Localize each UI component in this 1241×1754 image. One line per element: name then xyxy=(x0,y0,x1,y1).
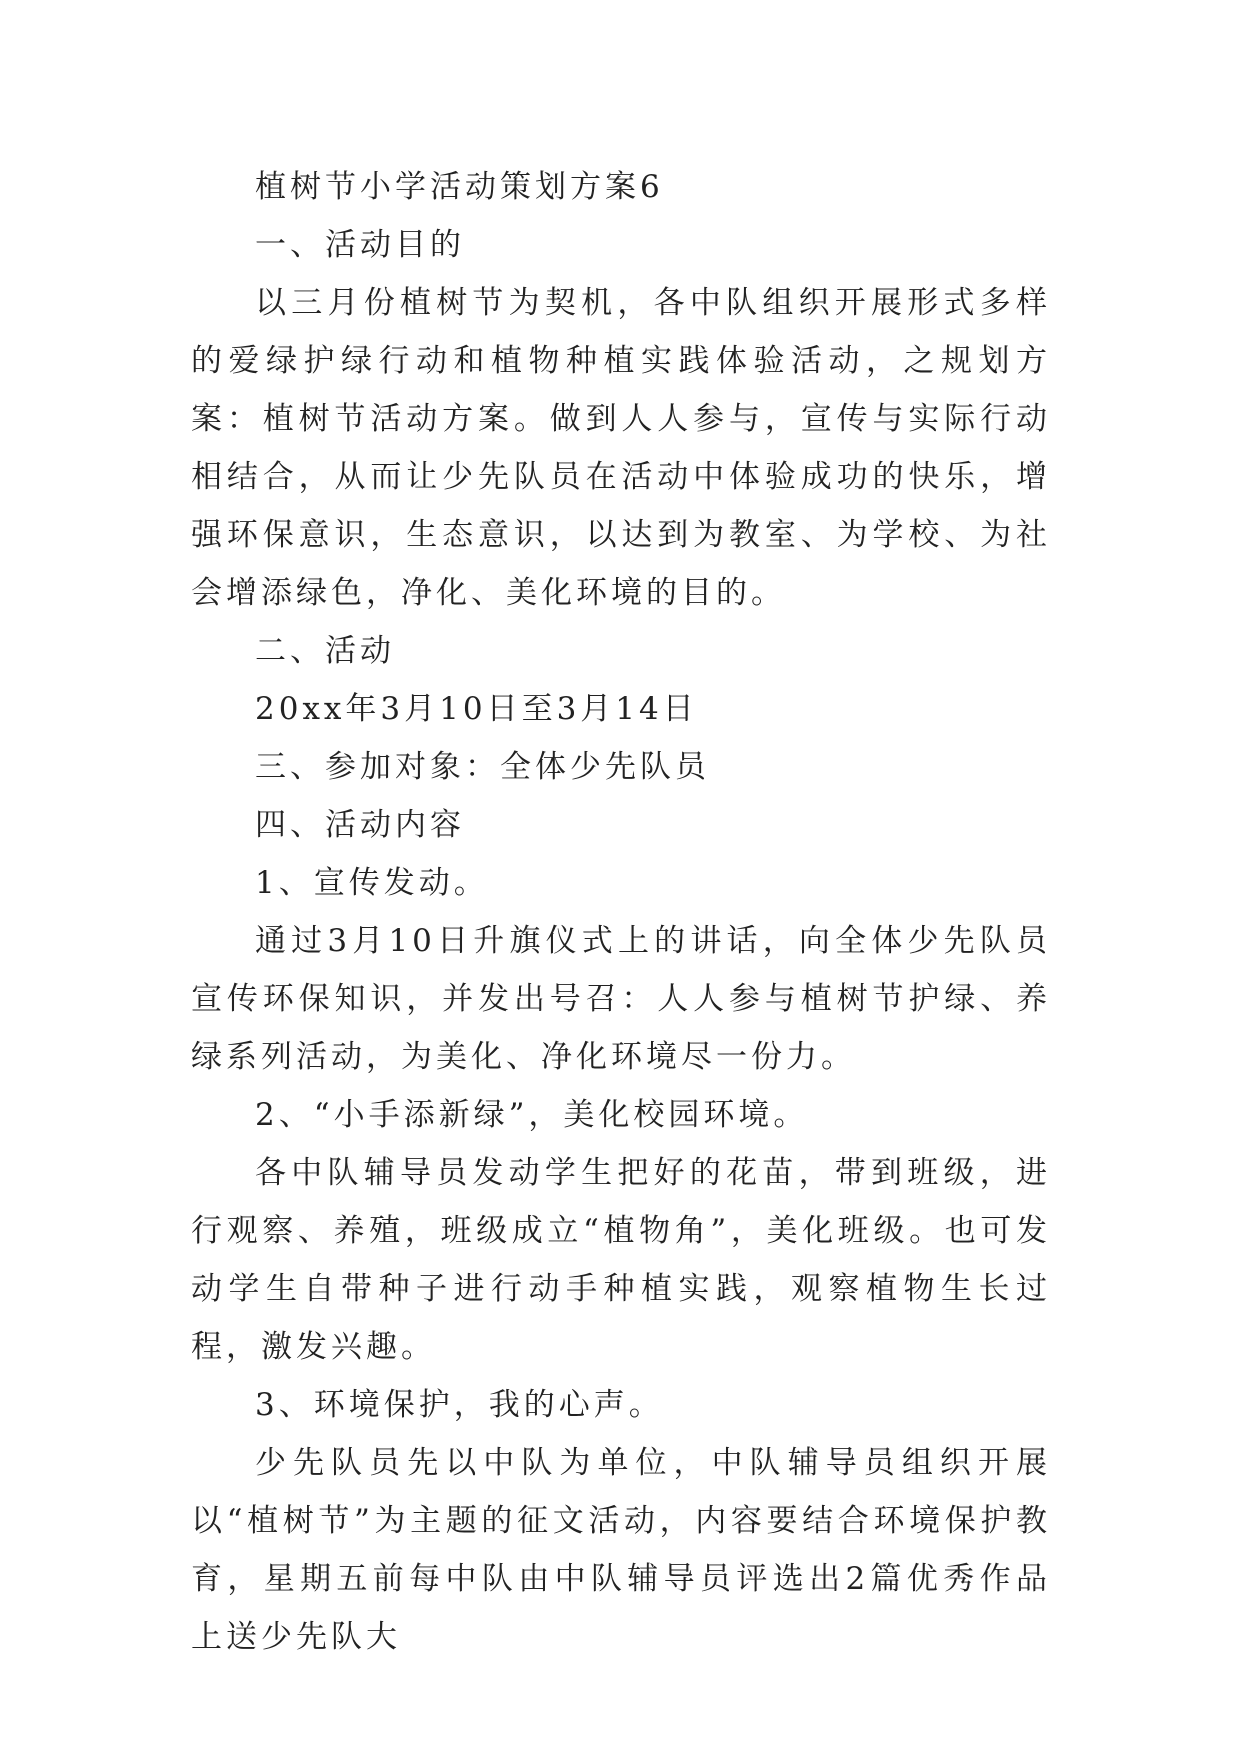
paragraph-environment: 少先队员先以中队为单位，中队辅导员组织开展以“植树节”为主题的征文活动，内容要结合环境保护教育，星期五前每中队由中队辅导员评选出2篇优秀作品上送少先队大 xyxy=(191,1445,1051,1655)
item-heading-publicity: 1、宣传发动。 xyxy=(255,865,489,901)
section-heading-activity: 二、活动 xyxy=(255,633,395,669)
paragraph-publicity: 通过3月10日升旗仪式上的讲话，向全体少先队员宣传环保知识，并发出号召：人人参与植树节护绿、养绿系列活动，为美化、净化环境尽一份力。 xyxy=(191,923,1051,1075)
section-heading-content: 四、活动内容 xyxy=(255,807,465,843)
activity-date: 20xx年3月10日至3月14日 xyxy=(255,691,698,727)
section-heading-participants: 三、参加对象：全体少先队员 xyxy=(255,749,710,785)
paragraph-purpose: 以三月份植树节为契机，各中队组织开展形式多样的爱绿护绿行动和植物种植实践体验活动，之规划方案：植树节活动方案。做到人人参与，宣传与实际行动相结合，从而让少先队员在活动中体验成功的快乐，增强环保意识，生态意识，以达到为教室、为学校、为社会增添绿色，净化、美化环境的目的。 xyxy=(191,285,1051,611)
section-heading-purpose: 一、活动目的 xyxy=(255,227,465,263)
document-title: 植树节小学活动策划方案6 xyxy=(255,169,664,205)
document-body xyxy=(191,158,1051,1666)
paragraph-green: 各中队辅导员发动学生把好的花苗，带到班级，进行观察、养殖，班级成立“植物角”，美化班级。也可发动学生自带种子进行动手种植实践，观察植物生长过程，激发兴趣。 xyxy=(191,1155,1051,1365)
item-heading-environment: 3、环境保护，我的心声。 xyxy=(255,1387,664,1423)
item-heading-green: 2、“小手添新绿”，美化校园环境。 xyxy=(255,1097,809,1133)
